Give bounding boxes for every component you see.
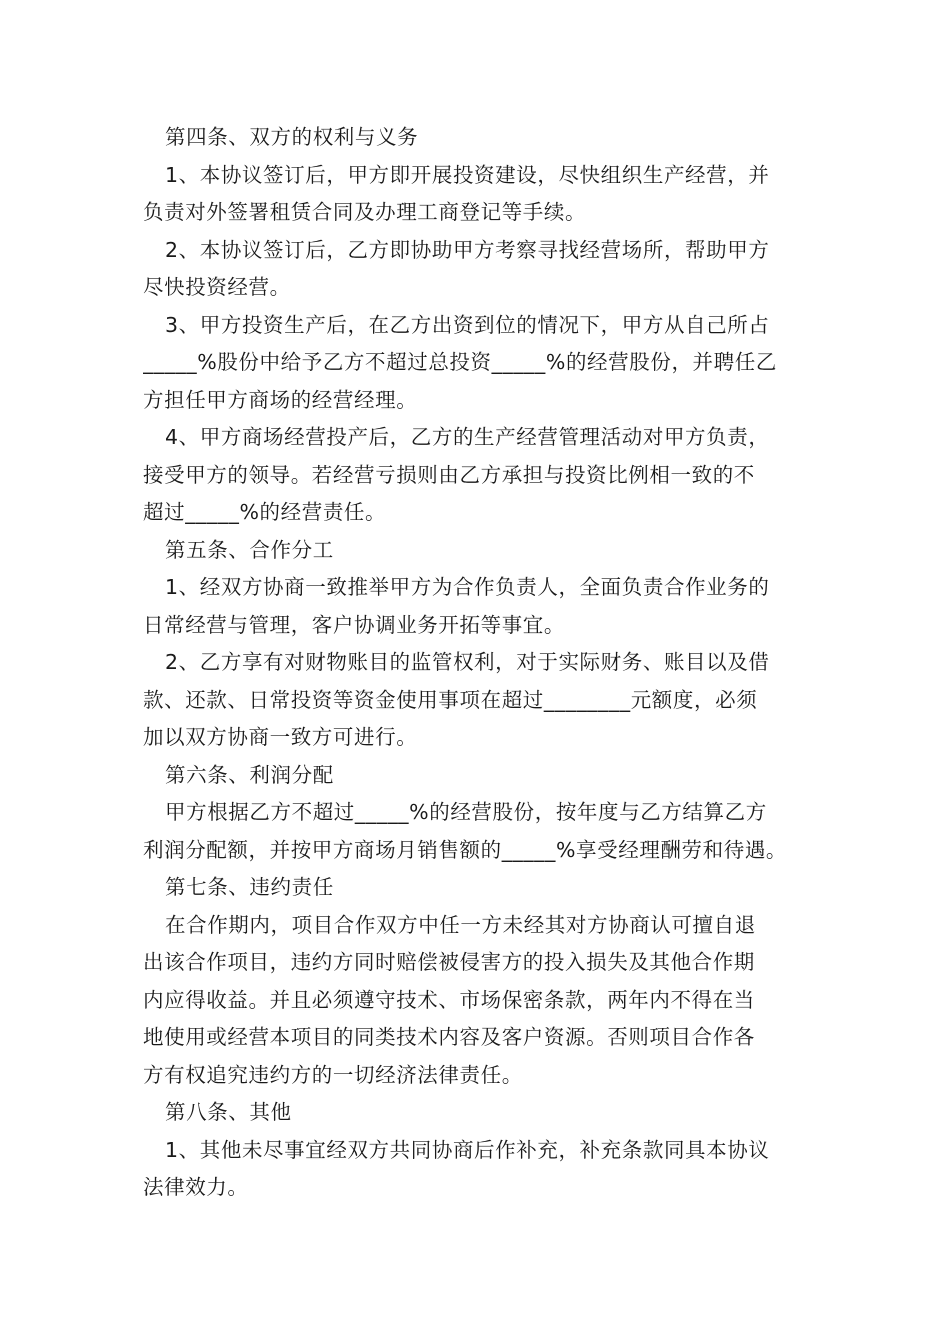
clause-7-line-3: 内应得收益。并且必须遵守技术、市场保密条款，两年内不得在当 [143,987,755,1012]
clause-4-3-line-1: 3、甲方投资生产后，在乙方出资到位的情况下，甲方从自己所占 [165,312,770,337]
section-heading-5: 第五条、合作分工 [165,537,334,562]
document-body [143,119,808,1207]
clause-4-4-line-2: 接受甲方的领导。若经营亏损则由乙方承担与投资比例相一致的不 [143,462,755,487]
clause-4-1-line-1: 1、本协议签订后，甲方即开展投资建设，尽快组织生产经营，并 [165,162,770,187]
clause-4-3-line-2: _____%股份中给予乙方不超过总投资_____%的经营股份，并聘任乙 [143,350,777,374]
clause-5-2-line-1: 2、乙方享有对财物账目的监管权利，对于实际财务、账目以及借 [165,650,770,674]
clause-6-line-2: 利润分配额，并按甲方商场月销售额的_____%享受经理酬劳和待遇。 [143,837,788,862]
clause-5-1-line-2: 日常经营与管理，客户协调业务开拓等事宜。 [143,612,565,637]
clause-7-line-4: 地使用或经营本项目的同类技术内容及客户资源。否则项目合作各 [143,1025,755,1049]
clause-4-2-line-2: 尽快投资经营。 [143,275,291,299]
clause-5-2-line-3: 加以双方协商一致方可进行。 [143,725,418,749]
section-heading-4: 第四条、双方的权利与义务 [165,125,419,149]
clause-7-line-1: 在合作期内，项目合作双方中任一方未经其对方协商认可擅自退 [165,912,756,937]
clause-8-1-line-1: 1、其他未尽事宜经双方共同协商后作补充，补充条款同具本协议 [165,1137,770,1162]
clause-6-line-1: 甲方根据乙方不超过_____%的经营股份，按年度与乙方结算乙方 [165,800,767,824]
clause-4-3-line-3: 方担任甲方商场的经营经理。 [143,387,418,412]
clause-5-2-line-2: 款、还款、日常投资等资金使用事项在超过________元额度，必须 [143,687,758,712]
section-heading-6: 第六条、利润分配 [165,762,334,787]
clause-7-line-5: 方有权追究违约方的一切经济法律责任。 [143,1062,523,1087]
clause-8-1-line-2: 法律效力。 [143,1175,249,1199]
clause-4-2-line-1: 2、本协议签订后，乙方即协助甲方考察寻找经营场所，帮助甲方 [165,237,770,262]
clause-4-4-line-3: 超过_____%的经营责任。 [143,500,387,524]
clause-4-4-line-1: 4、甲方商场经营投产后，乙方的生产经营管理活动对甲方负责， [165,425,770,449]
clause-7-line-2: 出该合作项目，违约方同时赔偿被侵害方的投入损失及其他合作期 [143,950,755,974]
section-heading-7: 第七条、违约责任 [165,875,334,899]
clause-4-1-line-2: 负责对外签署租赁合同及办理工商登记等手续。 [143,200,587,224]
clause-5-1-line-1: 1、经双方协商一致推举甲方为合作负责人，全面负责合作业务的 [165,575,770,599]
section-heading-8: 第八条、其他 [165,1100,292,1124]
